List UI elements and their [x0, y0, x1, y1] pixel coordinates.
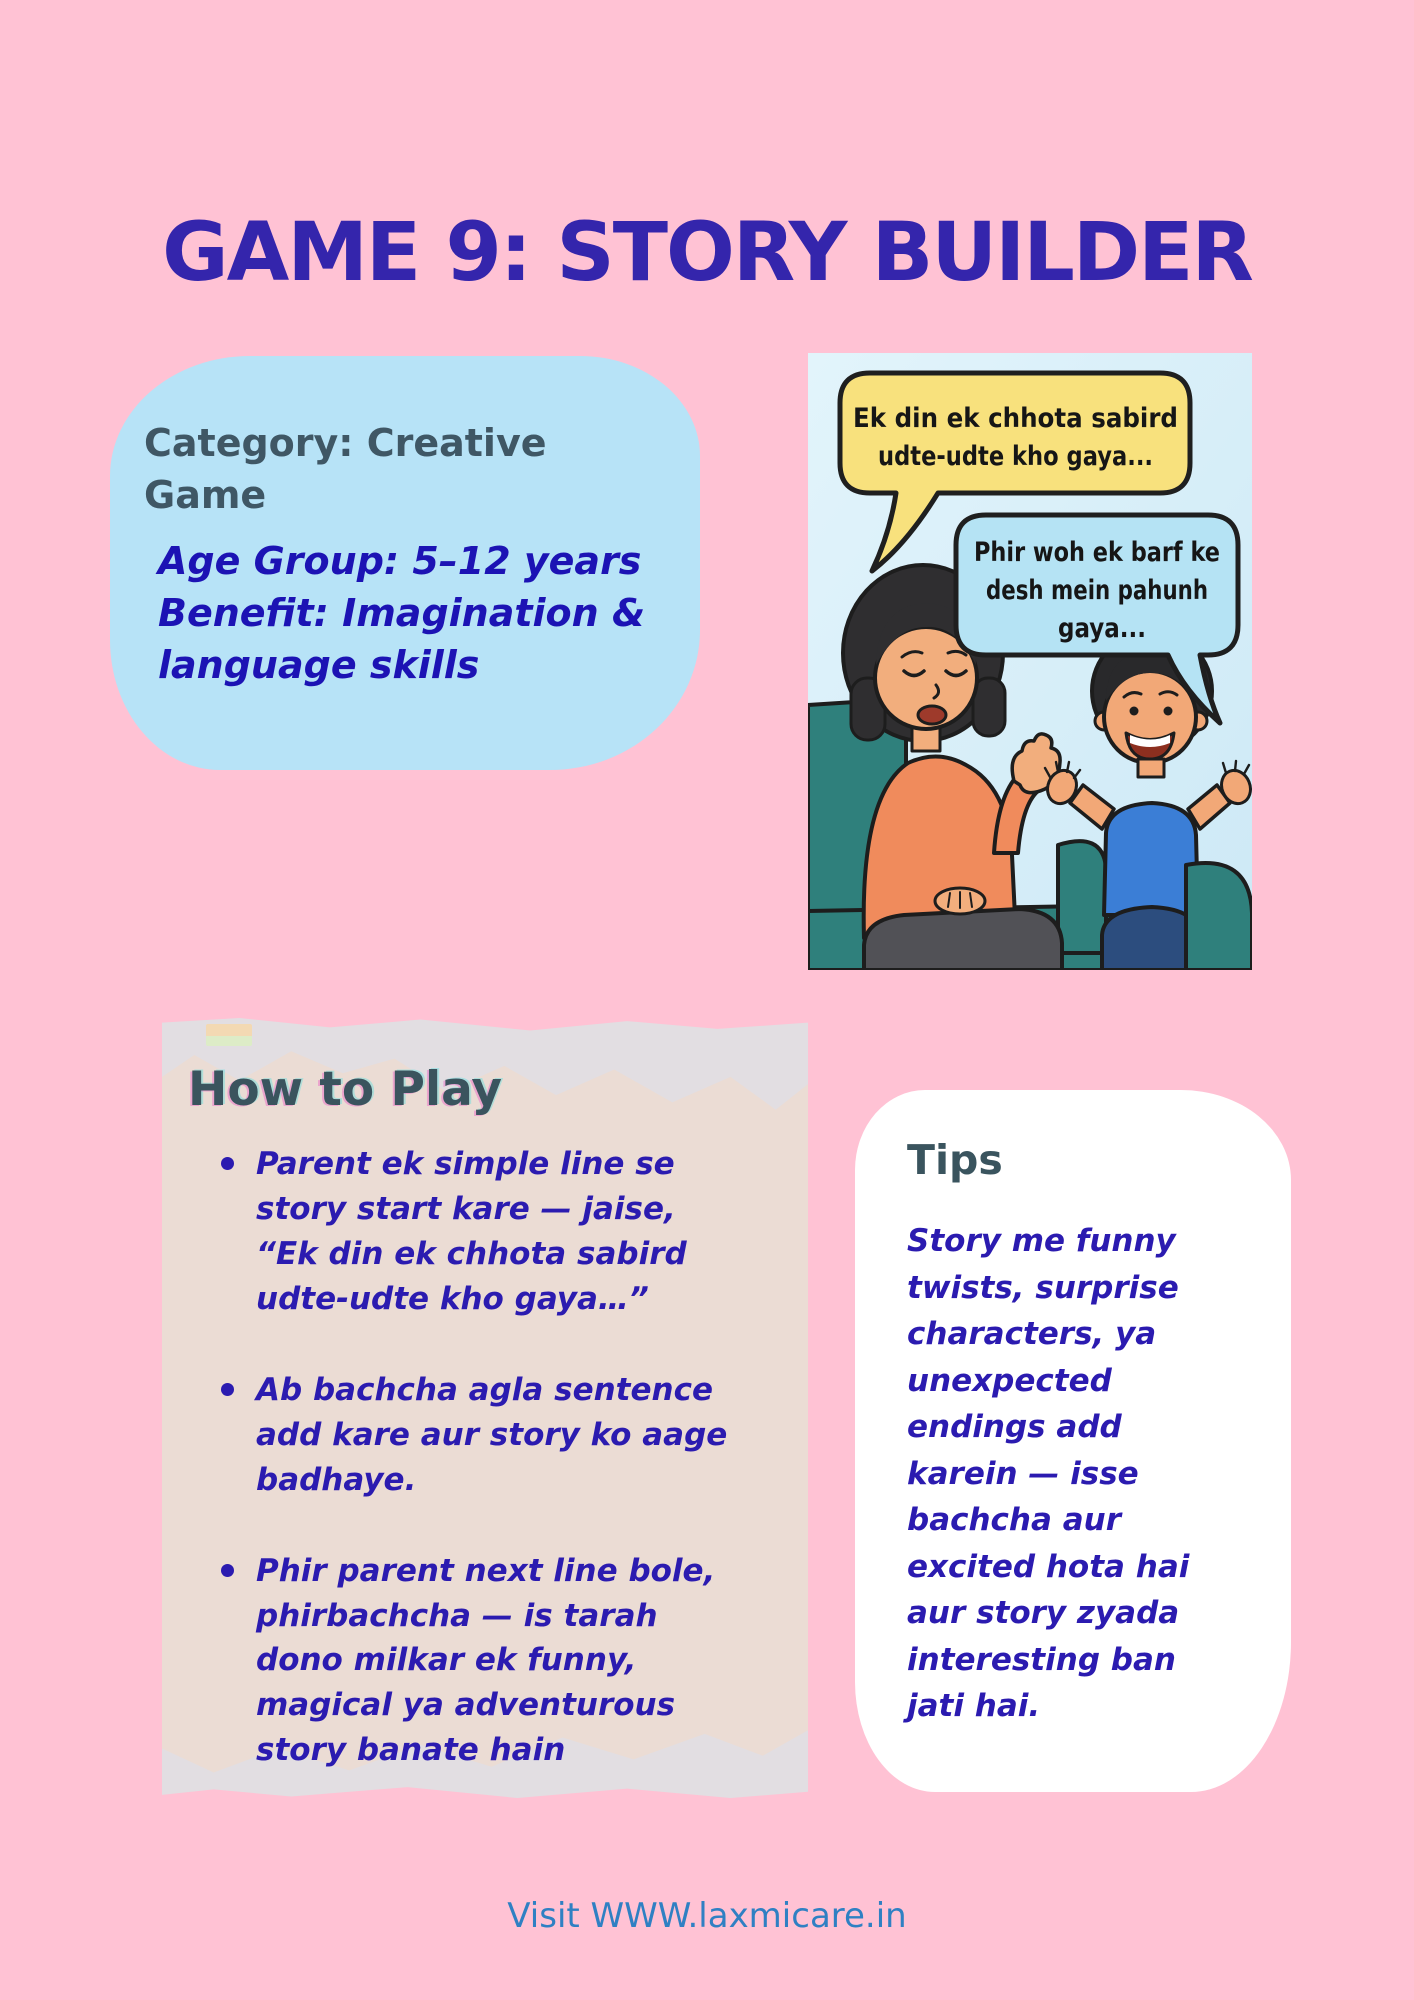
- info-card: [110, 356, 700, 770]
- age-group-text: Age Group: 5–12 years: [158, 539, 642, 584]
- tips-body: Story me funny twists, surprise characters, ya unexpected endings add karein — isse bachcha aur excited hota hai aur story zyada interesting ban jati hai.: [907, 1223, 1190, 1724]
- how-to-play-title: How to Play: [188, 1062, 502, 1117]
- list-item: Phir parent next line bole, phirbachcha — is tarah dono milkar ek funny, magical ya adventurous story banate hain: [218, 1549, 738, 1774]
- page-title: GAME 9: STORY BUILDER: [162, 206, 1252, 301]
- how-to-play-card: [162, 1018, 808, 1798]
- couch-armrest: [1186, 863, 1252, 970]
- svg-text:Ek din ek chhota sabird: Ek din ek chhota sabird udte-udte kho gaya...: [853, 403, 1178, 472]
- washi-tape: [206, 1024, 252, 1046]
- age-benefit-text: [158, 535, 662, 691]
- svg-text:Phir woh ek barf ke: Phir woh ek barf ke desh mein pahunh gaya...: [974, 537, 1220, 644]
- tips-title: Tips: [907, 1136, 1003, 1184]
- benefit-text: Benefit: Imagination & language skills: [158, 591, 646, 688]
- list-item: Ab bachcha agla sentence add kare aur story ko aage badhaye.: [218, 1368, 738, 1503]
- how-to-play-list: [218, 1142, 738, 1773]
- list-item: Parent ek simple line se story start kare — jaise, “Ek din ek chhota sabird udte-udte kho gaya…”: [218, 1142, 738, 1322]
- tips-card: [855, 1090, 1291, 1792]
- category-text: Category: Creative Game: [144, 421, 547, 517]
- storybook-illustration: [808, 353, 1252, 970]
- footer-link[interactable]: Visit WWW.laxmicare.in: [507, 1896, 907, 1936]
